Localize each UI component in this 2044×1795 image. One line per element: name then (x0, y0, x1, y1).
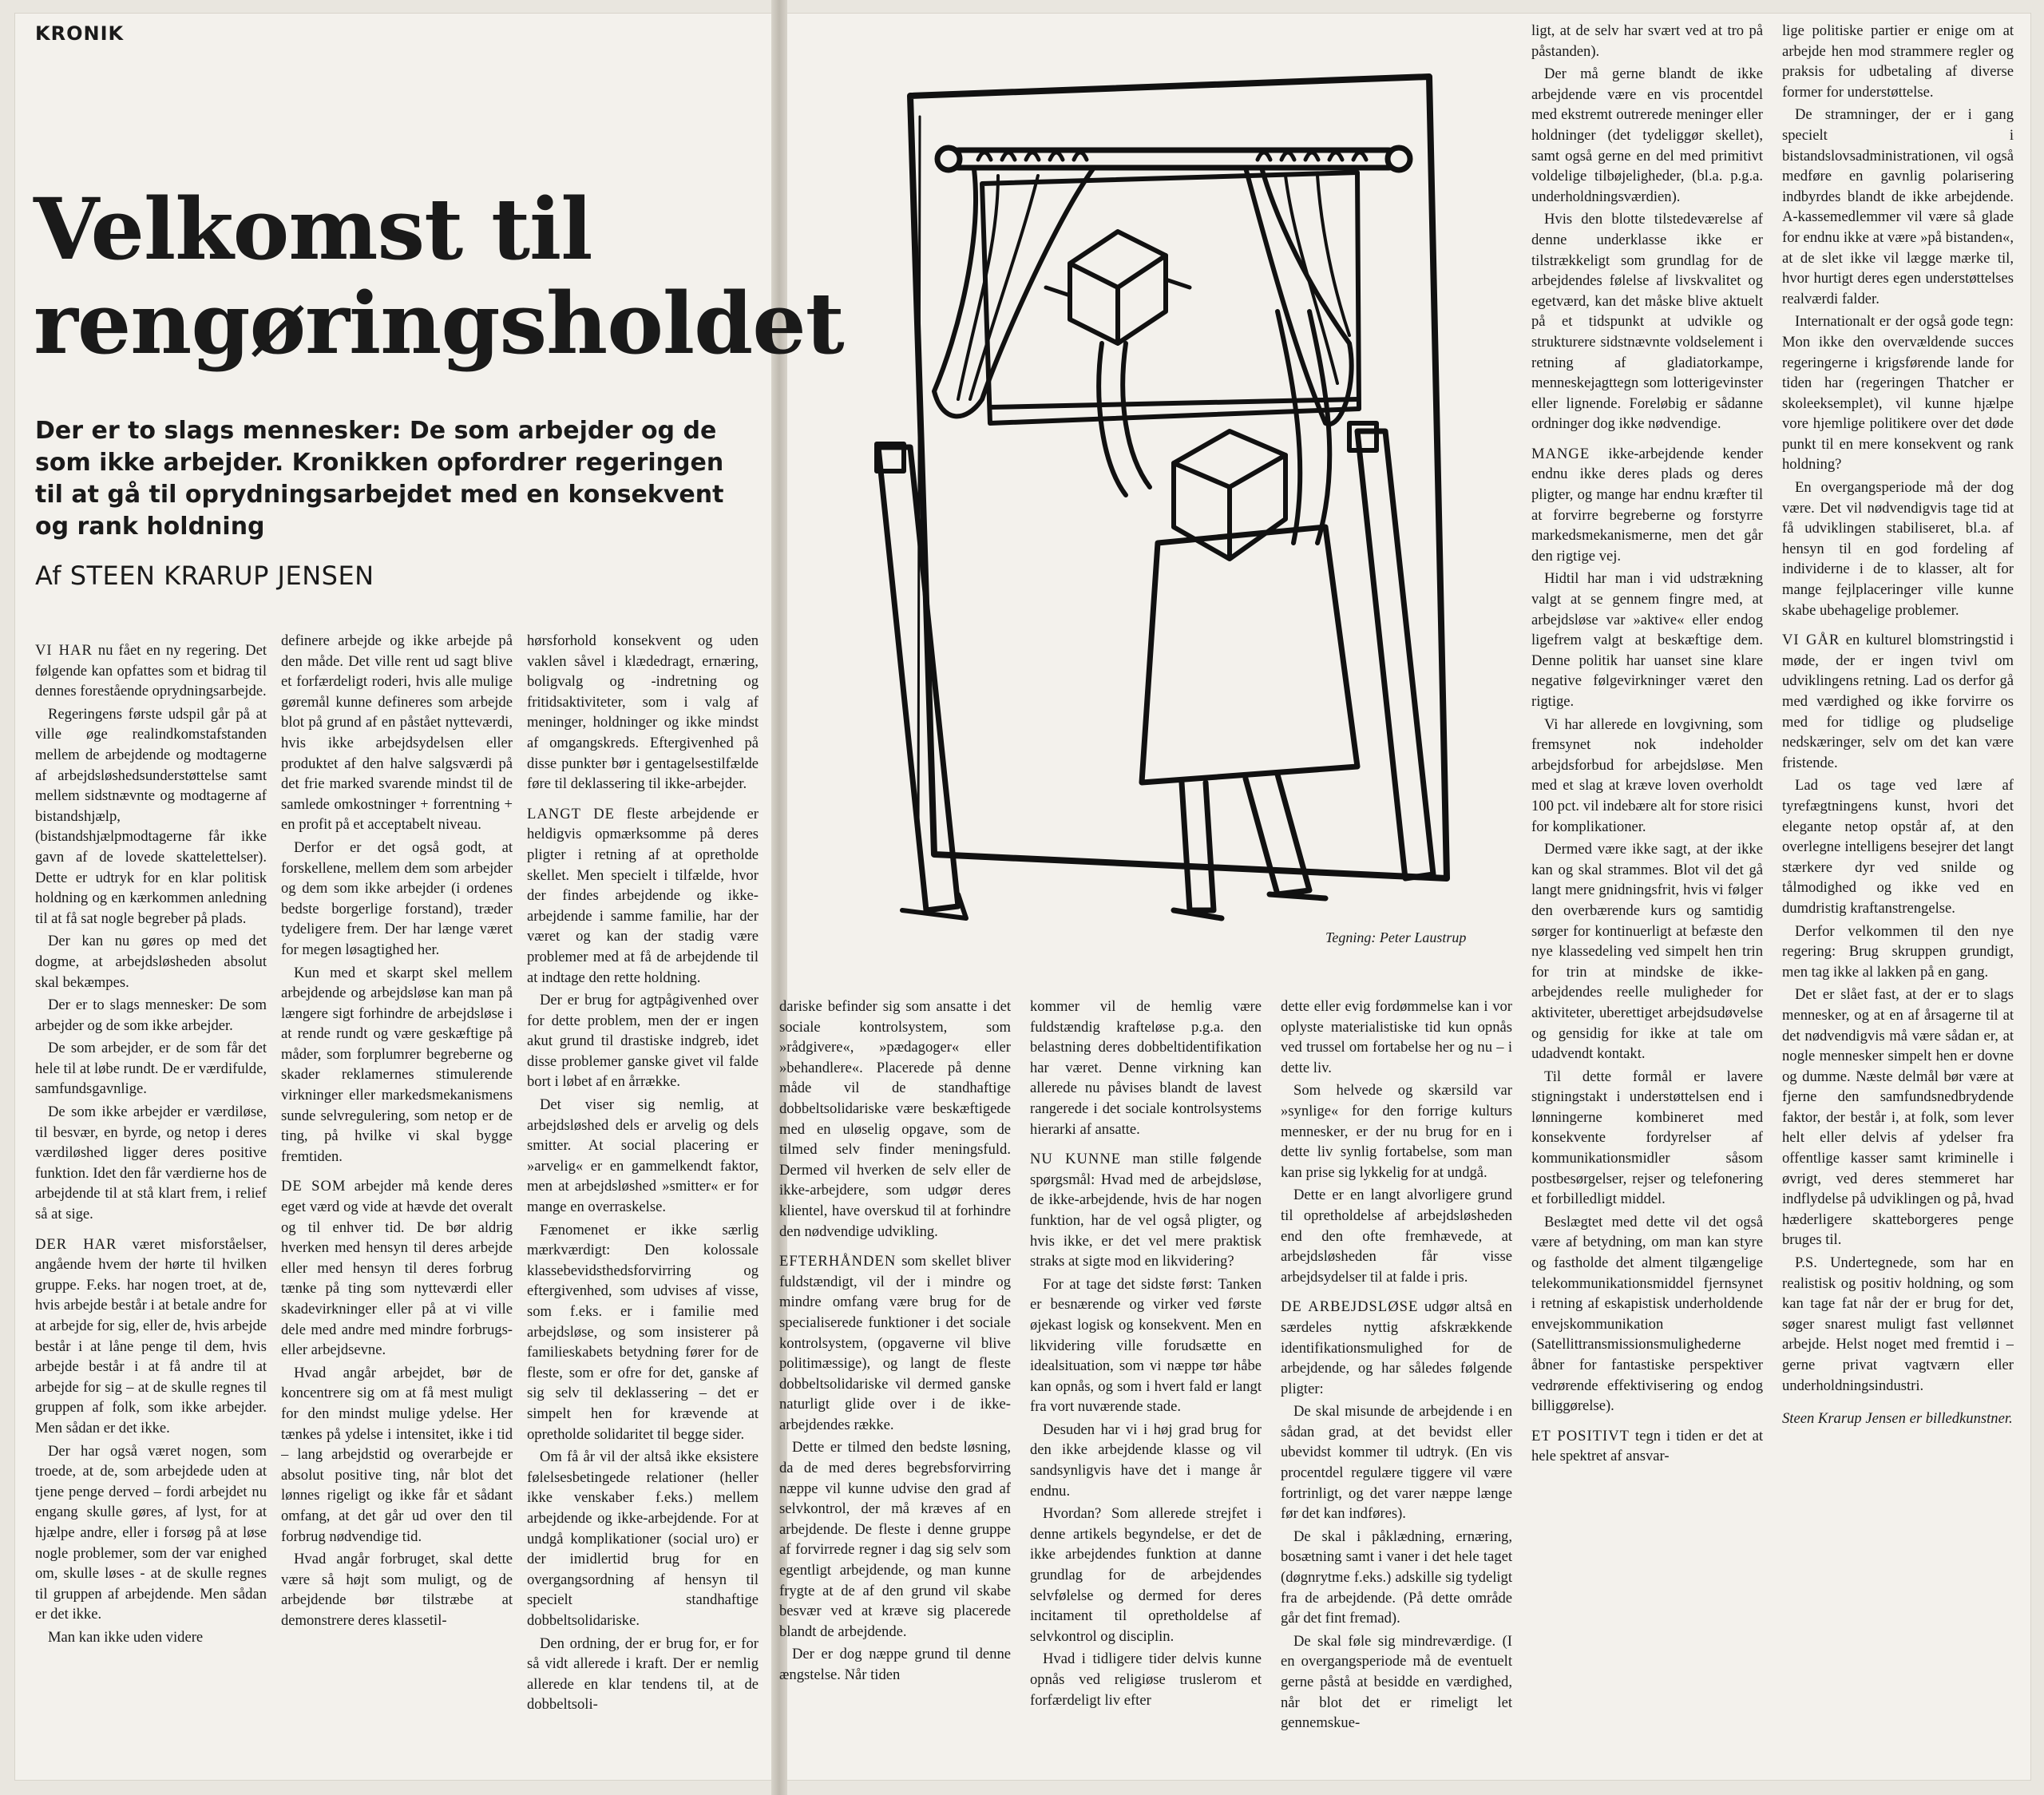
paragraph-text: nu fået en ny regering. Det følgende kan opfattes som et bidrag til dennes forestående oprydningsarbejde. (35, 642, 267, 700)
article-paragraph (35, 704, 267, 929)
text-column-6 (1281, 997, 1512, 1773)
paragraph-text: arbejder må kende deres eget værd og vide at hævde det overalt og til enhver tid. De bør aldrig hverken med hensyn til deres arbejde eller med hensyn til deres forbrug tænke på ting som nytteværdi eller skadevirkninger eller på at vi ville dele med andre med mindre forbrugs- eller arbejdsevne. (281, 1178, 513, 1359)
paragraph-text: De skal misunde de arbejdende i en sådan grad, at det bevidst eller ubevidst kommer til udtryk. (En vis procentdel regulære tiggere vil være fortrinligt, og det varer næppe længe før det kan indføres). (1281, 1403, 1512, 1523)
text-column-2 (281, 631, 513, 1773)
article-paragraph (1531, 444, 1763, 567)
article-paragraph (1782, 985, 2014, 1250)
article-paragraph (1281, 1527, 1512, 1629)
paragraph-text: Hvad angår arbejdet, bør de koncentrere sig om at få mest muligt for den mindst mulige ydelse. Her tænkes på ydelse i intensitet, ikke i tid – lang arbejdstid og overarbejde er absolut positive ting, når blot det lønnes rigeligt og ikke får et sådant omfang, at det går ud over den til forbrug nødvendige tid. (281, 1364, 513, 1545)
article-paragraph (281, 631, 513, 835)
paragraph-text: Kun med et skarpt skel mellem arbejdende og arbejdsløse kan man på længere sigt forhindre de arbejdsløse i at rende rundt og være geskæftige på måder, som forplumrer begreberne og skader reklamernes stimulerende virkninger eller markedsmekanismens sunde selvregulering, som netop er de ting, på hvilke vi skal bygge fremtiden. (281, 964, 513, 1165)
window-frame-icon (982, 172, 1359, 423)
article-paragraph (35, 1102, 267, 1225)
deck: Der er to slags mennesker: De som arbejder og de som ikke arbejder. Kronikken opfordrer regeringen til at gå til oprydningsarbejdet med en konsekvent og rank holdning (35, 417, 724, 541)
paragraph-text: som skellet bliver fuldstændigt, vil der i mindre og mindre omfang være brug for de specialiserede funktioner i det sociale kontrolsystem, (opgaverne vil blive politimæssige), og langt de fleste dobbeltsolidariske vil dermed ganske naturligt glide over i de ikke-arbejdendes række. (779, 1253, 1011, 1433)
article-paragraph (1782, 630, 2014, 773)
paragraph-text: kommer vil de hemlig være fuldstændig krafteløse p.g.a. den belastning deres dobbeltidentifikation har været. Denne virkning kan allerede nu påvises blandt de lavest rangerede i det sociale kontrolsystems hierarki af ansatte. (1030, 998, 1262, 1138)
article-paragraph (1281, 1185, 1512, 1287)
paragraph-text: Der er dog næppe grund til denne ængstelse. Når tiden (779, 1646, 1011, 1683)
paragraph-text: De skal føle sig mindreværdige. (I en overgangsperiode må de eventuelt gerne påstå at besidde en værdighed, når blot det er rimeligt let gennemskue- (1281, 1632, 1512, 1732)
paragraph-text: lige politiske partier er enige om at arbejde hen mod strammere regler og praksis for udbetaling af diverse former for understøttelse. (1782, 22, 2014, 101)
article-paragraph (527, 631, 759, 794)
article-paragraph (1531, 1426, 1763, 1467)
paragraph-text: Den ordning, der er brug for, er for så vidt allerede i kraft. Der er nemlig allerede en klar tendens til, at de dobbeltsoli- (527, 1635, 759, 1714)
article-paragraph (779, 1437, 1011, 1642)
paragraph-text: Beslægtet med dette vil det også være af betydning, om man kan styre og fastholde det alment tilgængelige telekommunikationsmiddel fjernsynet i retning af eskapistisk underholdende envejskommunikation (Satellittransmissionsmulighederne åbner for fantastiske perspektiver vedrørende effektivisering og endog billiggørelse). (1531, 1213, 1763, 1415)
paragraph-text: Lad os tage ved lære af tyrefægtningens kunst, hvori det elegante netop opstår af, at den overlegne intelligens besejrer det langt stærkere dyr ved snilde og tålmodighed og ikke ved en dumdristig kraftanstrengelse. (1782, 777, 2014, 917)
article-paragraph (527, 1447, 759, 1631)
article-paragraph (779, 997, 1011, 1242)
article-paragraph (1281, 997, 1512, 1078)
text-column-7 (1531, 21, 1763, 1773)
paragraph-text: Derfor er det også godt, at forskellene, mellem dem som arbejder og dem som ikke arbejder (i ordenes bedste borgerlige forstand), træder tydeligere frem. Der har længe været for megen løsagtighed her. (281, 838, 513, 958)
paragraph-text: Dette er tilmed den bedste løsning, da de med deres begrebsforvirring næppe vil kunne udvise den grad af selvkontrol, der må kræves af en arbejdende. De fleste i denne gruppe af forvirrede regner i dag sig selv som egentligt arbejdende, og man kunne frygte at de af den grund vil skabe besvær ved at kræve sig placerede blandt de arbejdende. (779, 1439, 1011, 1640)
paragraph-text: De som ikke arbejder er værdiløse, til besvær, en byrde, og netop i deres værdiløshed ligger deres positive funktion. Idet den får værdierne hos de arbejdende til at stå klart frem, i relief så at sige. (35, 1104, 267, 1223)
article-paragraph (1030, 1504, 1262, 1646)
article-paragraph (1782, 105, 2014, 309)
article-paragraph (35, 1441, 267, 1625)
article-paragraph (35, 640, 267, 702)
paragraph-lead-in: ET POSITIVT (1531, 1427, 1630, 1444)
box-head-icon (1070, 232, 1166, 287)
illustration-credit: Tegning: Peter Laustrup (1325, 929, 1467, 945)
article-paragraph (527, 1095, 759, 1218)
article-paragraph (35, 1038, 267, 1100)
article-paragraph (1782, 921, 2014, 983)
paragraph-lead-in: DE SOM (281, 1178, 347, 1195)
paragraph-text: De som arbejder, er de som får det hele til at løbe rundt. De er værdifulde, samfundsgavnlige. (35, 1040, 267, 1098)
paragraph-text: Hvis den blotte tilstedeværelse af denne underklasse ikke er tilstrækkeligt som grundlag for de arbejdendes følelse af livskvalitet og egetværd, kan det måske blive aktuelt på et tidspunkt at udvikle og strukturere sidstnævnte voldselement i retning af gladiatorkampe, menneskejagttegn som lotterigevinster eller lignende. Foreløbig er sådanne ordninger dog ikke nødvendige. (1531, 211, 1763, 433)
cartoon-illustration (798, 48, 1501, 950)
paragraph-text: Der kan nu gøres op med det dogme, at arbejdsløsheden absolut skal bekæmpes. (35, 933, 267, 991)
article-paragraph (1030, 1420, 1262, 1501)
paragraph-lead-in: VI HAR (35, 642, 93, 659)
paragraph-text: Der er to slags mennesker: De som arbejder og de som ikke arbejder. (35, 997, 267, 1034)
paragraph-text: De stramninger, der er i gang specielt i bistandslovsadministrationen, vil også medføre en gavnlig polarisering indbyrdes blandt de ikke arbejdende. A-kassemedlemmer vil være så glade for endnu ikke at være »på bistanden«, at de slet ikke vil lægge mærke til, hvor hurtigt deres egen understøttelses realværdi falder. (1782, 106, 2014, 307)
paragraph-text: Steen Krarup Jensen er billedkunstner. (1782, 1410, 2013, 1428)
paragraph-text: Hidtil har man i vid udstrækning valgt at se gennem fingre med, at arbejdsløse var »aktive« eller endog ligefrem valgt at beskæftige dem. Denne politik har uanset sine klare negative følgevirkninger været den rigtige. (1531, 570, 1763, 710)
article-paragraph (281, 1549, 513, 1631)
paragraph-text: fleste arbejdende er heldigvis opmærksomme på deres pligter i retning af at opretholde skellet. Men specielt i tilfælde, hvor der findes arbejdende og ikke-arbejdende i samme familie, har der været og kan der stadig være problemer med at få de arbejdende til at indtage den rette holdning. (527, 805, 759, 986)
paragraph-text: ikke-arbejdende kender endnu ikke deres plads og deres pligter, og mange har endnu kræfter til at forvirre begreberne og forstyrre markedsmekanismerne, men det går den rigtige vej. (1531, 445, 1763, 565)
article-paragraph (281, 1176, 513, 1360)
paragraph-text: Der har også været nogen, som troede, at de, som arbejdede uden at tjene penge derved – fordi arbejdet nu engang skulle gøres, af lyst, for at hjælpe andre, eller i forsøg på at løse nogle problemer, som der var enighed om, skulle løses - at de skulle regnes til gruppen af arbejdende. Men sådan er det ikke. (35, 1442, 267, 1623)
paragraph-text: Derfor velkommen til den nye regering: Brug skruppen grundigt, men tag ikke al lakken på en gang. (1782, 922, 2014, 981)
article-paragraph (35, 1234, 267, 1439)
article-paragraph (1281, 1297, 1512, 1399)
article-paragraph (1531, 209, 1763, 434)
article-paragraph (1531, 1067, 1763, 1210)
easel-leg-right (1357, 431, 1433, 878)
paragraph-lead-in: VI GÅR (1782, 632, 1840, 649)
paragraph-text: De skal i påklædning, ernæring, bosætning samt i vaner i det hele taget (døgnrytme f.eks.) adskille sig tydeligt fra de arbejdende. (På dette område går det fint fremad). (1281, 1528, 1512, 1627)
article-paragraph (1782, 311, 2014, 475)
article-paragraph (1782, 775, 2014, 918)
article-paragraph (1531, 1212, 1763, 1417)
paragraph-lead-in: NU KUNNE (1030, 1151, 1122, 1168)
article-paragraph (35, 995, 267, 1036)
paragraph-text: man stille følgende spørgsmål: Hvad med de arbejdsløse, de ikke-arbejdende, hvis de har nogen funktion, har de vel også pligter, og hvis ikke, er det vel mere praktisk straks at sigte mod en likvidering? (1030, 1151, 1262, 1270)
headline-line-1: Velkomst til (34, 179, 592, 279)
article-paragraph (1782, 21, 2014, 102)
article-paragraph (1782, 1253, 2014, 1396)
paragraph-text: definere arbejde og ikke arbejde på den måde. Det ville rent ud sagt blive et forfærdeligt roderi, hvis alle mulige gøremål kunne defineres som arbejde blot på grund af en påstået nytteværdi, hvis ikke arbejdsydelsen eller produktet af den halve salgsværdi på det frie marked svarende mindst til de samlede omkostninger + forrentning + en profit på et acceptabelt niveau. (281, 632, 513, 834)
article-paragraph (281, 963, 513, 1167)
paragraph-text: Som helvede og skærsild var »synlige« for den forrige kulturs mennesker, er der nu brug for en i dette liv synlig fortabelse, som man kan prise sig lykkelig for at undgå. (1281, 1082, 1512, 1181)
paragraph-text: Det viser sig nemlig, at arbejdsløshed dels er arvelig og dels smitter. At social placering er »arvelig« er en gammelkendt faktor, men at arbejdsløshed »smitter« er for mange en overraskelse. (527, 1096, 759, 1216)
easel-board (910, 77, 1447, 878)
paragraph-text: Regeringens første udspil går på at ville øge realindkomstafstanden mellem de arbejdende og modtagerne af arbejdsløshedsunderstøttelse samt mellem sidstnævnte og modtagerne af bistandshjælp, (bistandshjælpmodtagerne får ikke gavn af de lovede skattelettelser). Dette er udtryk for en klar politisk holdning og en kærkommen anledning til at få sat nogle begreber på plads. (35, 705, 267, 927)
headline-line-2: rengøringsholdet (34, 273, 844, 373)
paragraph-text: P.S. Undertegnede, som har en realistisk og positiv holdning, og som kan tage fat når der er brug for det, søger snarest muligt fast vellønnet arbejde. Helst noget med fremtid i – gerne privat vagtværn eller underholdningsindustri. (1782, 1254, 2014, 1394)
article-paragraph (1531, 839, 1763, 1064)
right-curtain (1246, 168, 1352, 424)
article-paragraph (527, 1220, 759, 1445)
article-paragraph (527, 804, 759, 988)
article-paragraph (527, 1634, 759, 1715)
text-column-4 (779, 997, 1011, 1773)
article-paragraph (35, 931, 267, 993)
paragraph-text: Fænomenet er ikke særlig mærkværdigt: Den kolossale klassebevidsthedsforvirring og eftergivenhed, som udvises af visse, som f.eks. er i familie med arbejdsløse, og som insisterer på familieskabets betydning fører for de fleste, som er ofre for det, ganske af sig selv til deklassering – det er simpelt hen for krævende at opretholde solidaritet til begge sider. (527, 1221, 759, 1443)
paragraph-text: Der er brug for agtpågivenhed over for dette problem, men der er ingen akut grund til drastiske indgreb, idet disse problemer ganske givet vil falde bort i løbet af en årrække. (527, 992, 759, 1091)
paragraph-text: ligt, at de selv har svært ved at tro på påstanden). (1531, 22, 1763, 60)
article-paragraph (1281, 1080, 1512, 1183)
paragraph-text: Om få år vil der altså ikke eksistere følelsesbetingede relationer (heller ikke venskaber f.eks.) mellem arbejdende og ikke-arbejdende. For at undgå komplikationer (social uro) er der imidlertid brug for en overgangsordning af hensyn til specielt standhaftige dobbeltsolidariske. (527, 1448, 759, 1629)
paragraph-text: For at tage det sidste først: Tanken er besnærende og virker ved første øjekast logisk og konsekvent. Men en likvidering ville forudsætte en idealsituation, som vi næppe tør håbe kan opnås, og som i hvert fald er langt fra vort nuværende stade. (1030, 1275, 1262, 1416)
paragraph-text: Der må gerne blandt de ikke arbejdende være en vis procentdel med ekstremt outrerede meninger eller holdninger (det tydeliggør skellet), samt også gerne en del med primitivt voldelige tilbøjeligheder, (bl.a. p.g.a. underholdningsværdien). (1531, 65, 1763, 205)
paragraph-text: Til dette formål er lavere stigningstakt i understøttelsen end i lønningerne kombineret med konsekvente fordyrelser af kommunikationsmidler såsom postbesørgelser, rejser og telefonering et forbilledligt middel. (1531, 1068, 1763, 1208)
text-column-5 (1030, 997, 1262, 1773)
article-paragraph (1782, 1409, 2014, 1429)
article-paragraph (779, 1644, 1011, 1685)
paragraph-text: været misforståelser, angående hvem der hørte til hvilken gruppe. F.eks. har nogen troet, at de, hvis arbejde består i at betale andre for at arbejde for sig, eller de, hvis arbejde består i at låne penge til dem, hvis arbejde består i at få andre til at arbejde for sig – at de skulle regnes til gruppen af folk, som ikke arbejder. Men sådan er det ikke. (35, 1235, 267, 1436)
paragraph-text: Hvad angår forbruget, skal dette være så højt som muligt, og de arbejdende bør tilstræbe at demonstrere deres klassetil- (281, 1551, 513, 1629)
text-column-8 (1782, 21, 2014, 1773)
paragraph-text: udgør altså en særdeles nyttig afskrækkende identifikationsmulighed for de arbejdende, og har således følgende pligter: (1281, 1298, 1512, 1397)
article-paragraph (1030, 1274, 1262, 1417)
paragraph-text: Hvad i tidligere tider delvis kunne opnås ved religiøse truslerom et forfærdeligt liv efter (1030, 1650, 1262, 1709)
byline: Af STEEN KRARUP JENSEN (35, 561, 374, 591)
paragraph-lead-in: DER HAR (35, 1235, 117, 1253)
paragraph-lead-in: MANGE (1531, 445, 1590, 462)
article-paragraph (1531, 569, 1763, 711)
article-paragraph (281, 838, 513, 961)
article-paragraph (1531, 64, 1763, 207)
figure-legs (1182, 775, 1309, 910)
paragraph-text: Man kan ikke uden videre (48, 1628, 204, 1646)
article-paragraph (1030, 1649, 1262, 1710)
article-paragraph (527, 990, 759, 1092)
article-paragraph (1782, 477, 2014, 620)
article-paragraph (1531, 21, 1763, 61)
section-label: KRONIK (35, 22, 125, 45)
paragraph-text: Vi har allerede en lovgivning, som fremsynet nok indeholder arbejdsforbud for arbejdsløse. Men med et slag at kræve loven overholdt 100 pct. vil indebære alt for store risici for komplikationer. (1531, 715, 1763, 835)
article-paragraph (1030, 997, 1262, 1139)
paragraph-text: Dermed være ikke sagt, at der ikke kan og skal strammes. Blot vil det gå langt mere gnidningsfrit, hvis vi følger den overbærende kurs og samtidig sørger for kontinuerligt at befæste den nye klassedeling ved simpelt hen trin for trin at mindske de ikke-arbejdendes reelle muligheder for aktiviteter, uberettiget arbejdsudøvelse og gensidig for ikke at tale om udadvendt kontakt. (1531, 841, 1763, 1063)
article-paragraph (1531, 715, 1763, 838)
text-column-3 (527, 631, 759, 1773)
article-paragraph (779, 1251, 1011, 1435)
article-paragraph (1030, 1149, 1262, 1272)
paragraph-text: dariske befinder sig som ansatte i det sociale kontrolsystem, som »rådgivere«, »pædagoger« eller »behandlere«. Placerede på denne måde vil de standhaftige dobbeltsolidariske være beskæftigede med en uløselig opgave, som de tilmed selv finder meningsfuld. Dermed vil hverken de selv eller de ikke-arbejdere, som udgør deres klientel, have overskud til at forhindre den nødvendige udvikling. (779, 998, 1011, 1240)
paragraph-text: hørsforhold konsekvent og uden vaklen såvel i klædedragt, ernæring, boligvalg og -indretning og fritidsaktiviteter, som i valg af meninger, holdninger og ikke mindst af omgangskreds. Eftergivenhed på disse punkter bør i gentagelsestilfælde føre til deklassering til ikke-arbejder. (527, 632, 759, 793)
paragraph-lead-in: DE ARBEJDSLØSE (1281, 1298, 1419, 1316)
paragraph-text: Det er slået fast, at der er to slags mennesker, og at en af årsagerne til at det nødvendigvis må være sådan er, at nogle mennesker simpelt hen er dovne og dumme. Næste delmål bør være at fjerne den samfundsnedbrydende faktor, der består i, at folk, som lever helt eller delvis af ydelser fra offentlige kasser samt kriminelle i øvrigt, ved deres stemmeret har indflydelse på udviklingen og på, hvad hæderligere skatteborgeres penge bruges til. (1782, 986, 2014, 1249)
headline (34, 179, 844, 373)
article-paragraph (281, 1363, 513, 1547)
article-paragraph (1281, 1401, 1512, 1524)
paragraph-lead-in: EFTERHÅNDEN (779, 1253, 897, 1270)
article-paragraph (1281, 1631, 1512, 1734)
text-column-1 (35, 631, 267, 1773)
paragraph-text: tegn i tiden er det at hele spektret af ansvar- (1531, 1427, 1763, 1465)
figure-dress (1142, 527, 1357, 783)
paragraph-text: Dette er en langt alvorligere grund til opretholdelse af arbejdsløsheden end den ofte fremhævede, at arbejdsløsheden får visse arbejdsydelser til at falde i pris. (1281, 1187, 1512, 1286)
paragraph-text: Hvordan? Som allerede strejfet i denne artikels begyndelse, er det de ikke arbejdendes funktion at danne grundlag for de arbejdendes selvfølelse og dermed for deres incitament til opretholdelse af selvkontrol og disciplin. (1030, 1505, 1262, 1645)
paragraph-text: en kulturel blomstringstid i møde, der er ingen tvivl om udviklingens retning. Lad os derfor gå med værdighed og ikke forvirre os med for tidlige og pludselige nedskæringer, selv om det kan være fristende. (1782, 632, 2014, 771)
paragraph-text: Desuden har vi i høj grad brug for den ikke arbejdende klasse og vil sandsynligvis have det i mange år endnu. (1030, 1421, 1262, 1500)
paragraph-text: Internationalt er der også gode tegn: Mon ikke den overvældende succes regeringerne i krigsførende lande for tiden har (regeringen Thatcher er skoleeksemplet), vil kunne hjælpe vore hjemlige politikere over det døde punkt til en mere konsekvent og rank holdning? (1782, 313, 2014, 474)
paragraph-text: dette eller evig fordømmelse kan i vor oplyste materialistiske tid kun opnås ved trussel om fortabelse her og nu – i dette liv. (1281, 998, 1512, 1076)
paragraph-text: En overgangsperiode må der dog være. Det vil nødvendigvis tage tid at få udviklingen stabiliseret, bl.a. af hensyn til en god fordeling af individerne i de to klasser, alt for mange fejlplaceringer ville kunne skabe ubehagelige problemer. (1782, 479, 2014, 619)
article-paragraph (35, 1627, 267, 1648)
paragraph-lead-in: LANGT DE (527, 805, 616, 822)
